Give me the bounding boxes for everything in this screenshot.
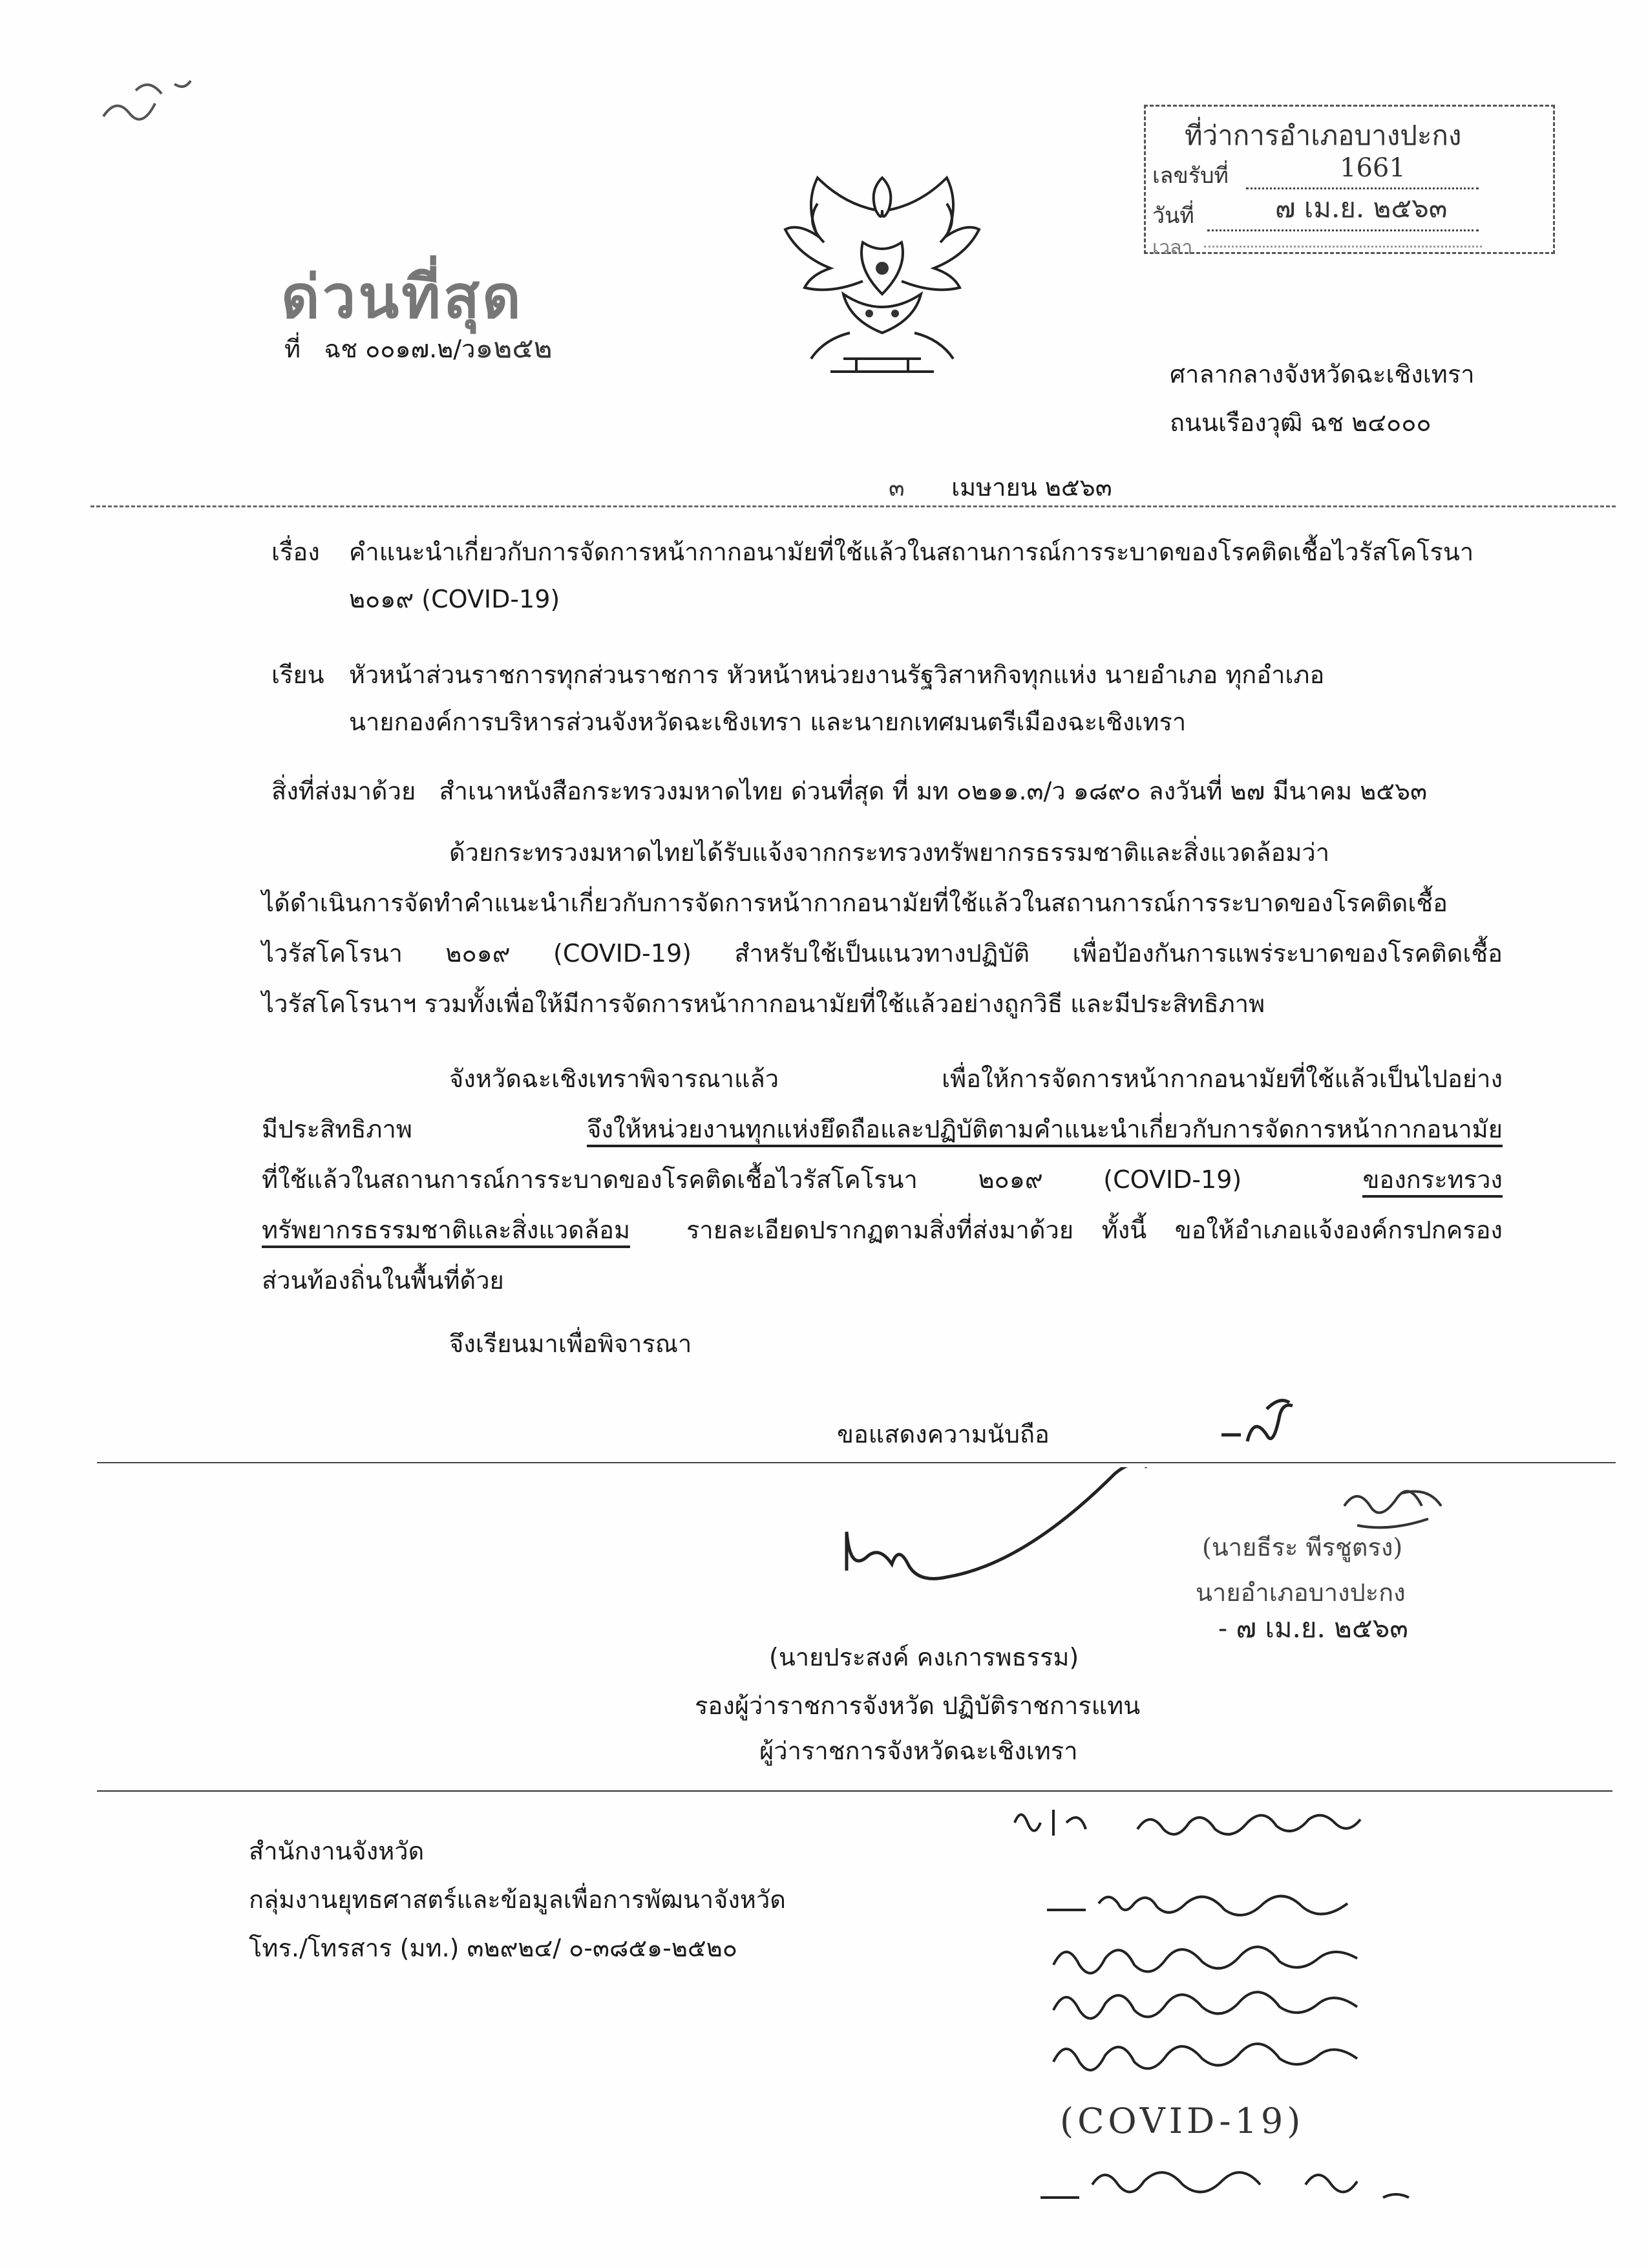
district-chief-position: นายอำเภอบางปะกง [1196,1578,1406,1607]
subject-line1: คำแนะนำเกี่ยวกับการจัดการหน้ากากอนามัยที่ใช้แล้วในสถานการณ์การระบาดของโรคติดเชื้อไวรัสโคโรนา [349,538,1474,566]
para1-line: ด้วยกระทรวงมหาดไทยได้รับแจ้งจากกระทรวงทรัพยากรธรรมชาติและสิ่งแวดล้อมว่า [449,838,1330,867]
para2-line: มีประสิทธิภาพ จึงให้หน่วยงานทุกแห่งยึดถือและปฏิบัติตามคำแนะนำเกี่ยวกับการจัดการหน้ากากอนามัย [262,1104,1503,1154]
subject-line2: ๒๐๑๙ (COVID-19) [349,585,560,613]
to-line1: หัวหน้าส่วนราชการทุกส่วนราชการ หัวหน้าหน่วยงานรัฐวิสาหกิจทุกแห่ง นายอำเภอ ทุกอำเภอ [349,661,1325,689]
ref-line [284,323,553,374]
underlined-text: ของกระทรวง [1362,1165,1503,1198]
corner-scribble [90,65,207,136]
handwritten-mark [1215,1390,1312,1461]
closing-text: จึงเรียนมาเพื่อพิจารณา [449,1330,692,1358]
ref-number: ฉช ๐๐๑๗.๒/ว [324,335,476,363]
para2-line: ทรัพยากรธรรมชาติและสิ่งแวดล้อม รายละเอียดปรากฏตามสิ่งที่ส่งมาด้วย ทั้งนี้ ขอให้อำเภอแจ้งองค์กรปกครอง [262,1205,1503,1255]
handwritten-note [995,1797,1577,2243]
to-line2: นายกองค์การบริหารส่วนจังหวัดฉะเชิงเทรา และนายกเทศมนตรีเมืองฉะเชิงเทรา [349,708,1187,736]
receipt-stamp [1144,105,1555,259]
stamp-time-label: เวลา [1152,237,1193,259]
to-label: เรียน [271,661,324,689]
stamp-date-value: ๗ เม.ย. ๒๕๖๓ [1275,192,1448,224]
district-chief-name: (นายธีระ พีรชูตรง) [1202,1533,1403,1562]
stamp-receipt-label: เลขรับที่ [1152,163,1229,189]
date-month-year: เมษายน ๒๕๖๓ [951,473,1112,502]
underlined-text: จึงให้หน่วยงานทุกแห่งยึดถือและปฏิบัติตามคำแนะนำเกี่ยวกับการจัดการหน้ากากอนามัย [587,1115,1503,1147]
stamp-receipt-no: 1661 [1340,153,1406,183]
date-day: ๓ [889,475,905,502]
district-received-date: - ๗ เม.ย. ๒๕๖๓ [1218,1612,1409,1644]
subject-label: เรื่อง [271,538,320,566]
enclosure [271,766,1427,816]
signer-position-1: รองผู้ว่าราชการจังหวัด ปฏิบัติราชการแทน [695,1691,1141,1720]
enclosure-text: สำเนาหนังสือกระทรวงมหาดไทย ด่วนที่สุด ที่ มท ๐๒๑๑.๓/ว ๑๘๙๐ ลงวันที่ ๒๗ มีนาคม ๒๕๖๓ [439,777,1428,805]
handnote-covid: (COVID-19) [1060,2101,1305,2141]
garuda-emblem [766,165,998,385]
paragraph-1 [262,827,1503,1029]
para2-line: ที่ใช้แล้วในสถานการณ์การระบาดของโรคติดเชื้อไวรัสโคโรนา ๒๐๑๙ (COVID-19) ของกระทรวง [262,1154,1503,1205]
footer-division: กลุ่มงานยุทธศาสตร์และข้อมูลเพื่อการพัฒนาจังหวัด [249,1885,786,1914]
para2-line: ส่วนท้องถิ่นในพื้นที่ด้วย [262,1266,504,1295]
stamp-date-label: วันที่ [1152,203,1194,229]
footer-phone: โทร./โทรสาร (มท.) ๓๒๙๒๔/ ๐-๓๘๕๑-๒๕๒๐ [249,1934,737,1962]
ref-prefix: ที่ [284,335,301,363]
urgency-mark: ด่วนที่สุด [281,262,523,332]
stamp-office: ที่ว่าการอำเภอบางปะกง [1185,120,1462,151]
underlined-text: ทรัพยากรธรรมชาติและสิ่งแวดล้อม [262,1216,630,1248]
ref-handwritten: ๑๒๕๒ [475,332,553,365]
para1-line: ไวรัสโคโรนา ๒๐๑๙ (COVID-19) สำหรับใช้เป็นแนวทางปฏิบัติ เพื่อป้องกันการแพร่ระบาดของโรคติดเชื้อ [262,939,1503,968]
office-line2: ถนนเรืองวุฒิ ฉช ๒๔๐๐๐ [1170,408,1431,437]
para1-line: ไวรัสโคโรนาฯ รวมทั้งเพื่อให้มีการจัดการหน้ากากอนามัยที่ใช้แล้วอย่างถูกวิธี และมีประสิทธิภาพ [262,990,1265,1018]
enclosure-label: สิ่งที่ส่งมาด้วย [271,777,416,805]
office-line1: ศาลากลางจังหวัดฉะเชิงเทรา [1170,360,1475,388]
regards-text: ขอแสดงความนับถือ [837,1420,1050,1448]
para1-line: ได้ดำเนินการจัดทำคำแนะนำเกี่ยวกับการจัดการหน้ากากอนามัยที่ใช้แล้วในสถานการณ์การระบาดของโรคติดเชื้อ [262,889,1448,917]
para2-line: จังหวัดฉะเชิงเทราพิจารณาแล้ว เพื่อให้การจัดการหน้ากากอนามัยที่ใช้แล้วเป็นไปอย่าง [449,1065,1503,1093]
paragraph-2 [262,1054,1503,1306]
signer-name: (นายประสงค์ คงเการพธรรม) [769,1643,1079,1671]
footer-office: สำนักงานจังหวัด [249,1837,425,1865]
signer-position-2: ผู้ว่าราชการจังหวัดฉะเชิงเทรา [759,1737,1078,1765]
